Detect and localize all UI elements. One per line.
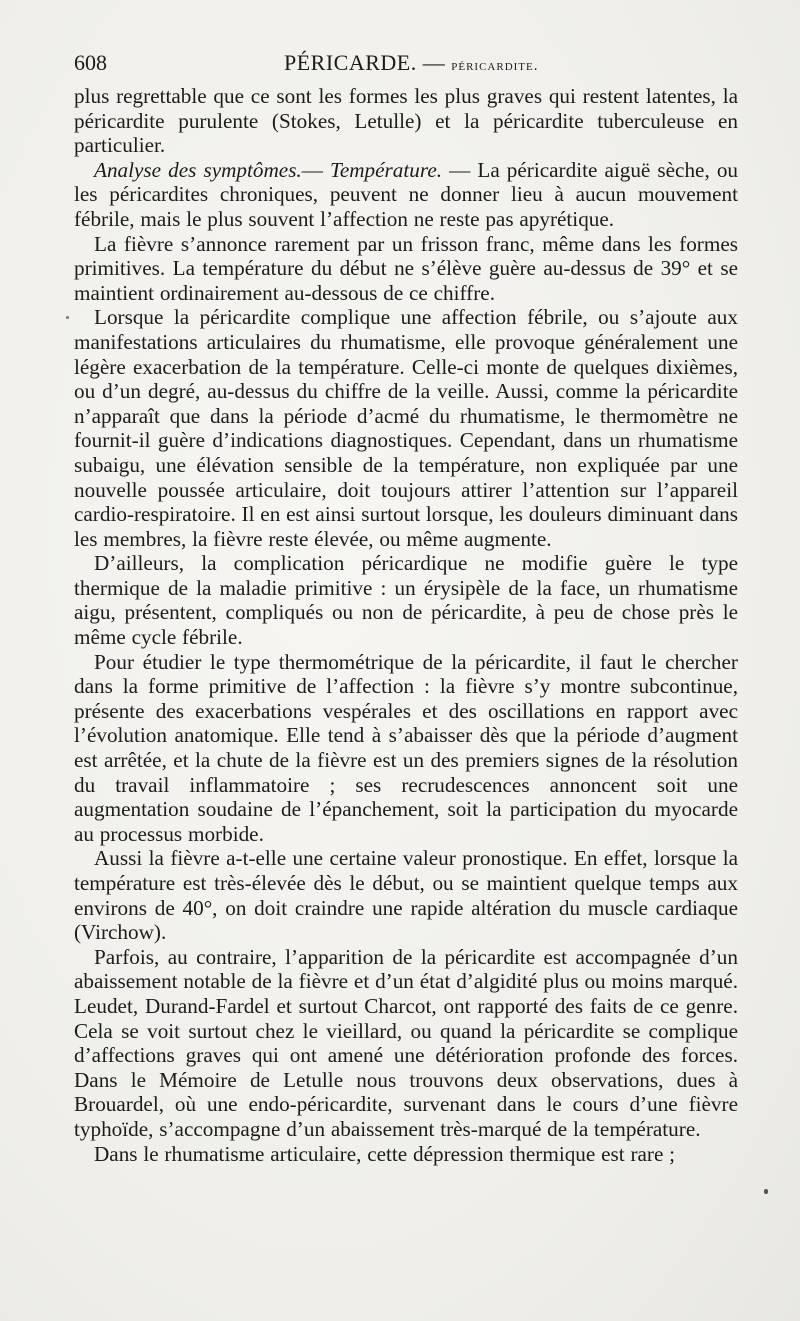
subsection-heading: Température. — [330, 157, 443, 182]
paragraph-2 — [74, 158, 738, 232]
running-title — [284, 50, 539, 76]
body-text — [74, 84, 738, 1166]
heading-dash: — — [301, 157, 323, 182]
paragraph-4: Lorsque la péricardite complique une affection fébrile, ou s’ajoute aux manifestations articulaires du rhumatisme, elle provoque généralement une légère exacerbation de la température. Celle-ci monte de quelques dixièmes, ou d’un degré, au-dessus du chiffre de la veille. Aussi, comme la péricardite n’apparaît que dans la période d’acmé du rhumatisme, le thermomètre ne fournit-il guère d’indications diagnostiques. Cependant, dans un rhumatisme subaigu, une élévation sensible de la température, non expliquée par une nouvelle poussée articulaire, doit toujours attirer l’attention sur l’appareil cardio-respiratoire. Il en est ainsi surtout lorsque, les douleurs diminuant dans les membres, la fièvre reste élevée, ou même augmente. — [74, 305, 739, 551]
paragraph-3: La fièvre s’annonce rarement par un frisson franc, même dans les formes primitives. La température du début ne s’élève guère au-dessus de 39° et se maintient ordinairement au-dessous de ce chiffre. — [74, 231, 738, 305]
paragraph-7: Aussi la fièvre a-t-elle une certaine valeur pronostique. En effet, lorsque la température est très-élevée dès le début, ou se maintient quelque temps aux environs de 40°, on doit craindre une rapide altération du muscle cardiaque (Virchow). — [74, 846, 738, 945]
section-heading: Analyse des symptômes. — [94, 157, 302, 182]
paragraph-9: Dans le rhumatisme articulaire, cette dépression thermique est rare ; — [94, 1141, 676, 1166]
paragraph-5: D’ailleurs, la complication péricardique ne modifie guère le type thermique de la maladie primitive : un érysipèle de la face, un rhumatisme aigu, présentent, compliqués ou non de péricardite, à peu de chose près le même cycle fébrile. — [74, 551, 738, 650]
running-head — [74, 50, 738, 80]
chapter-title: PÉRICARDE. — [284, 50, 417, 75]
ink-speck — [764, 1189, 768, 1194]
section-title: péricardite. — [451, 58, 539, 74]
paragraph-8: Parfois, au contraire, l’apparition de la péricardite est accompagnée d’un abaissement notable de la fièvre et d’un état d’algidité plus ou moins marqué. Leudet, Durand-Fardel et surtout Charcot, ont rapporté des faits de ce genre. Cela se voit surtout chez le vieillard, ou quand la péricardite se complique d’affections graves qui ont amené une détérioration profonde des forces. Dans le Mémoire de Letulle nous trouvons deux observations, dues à Brouardel, où une endo-péricardite, survenant dans le cours d’une fièvre typhoïde, s’accompagne d’un abaissement très-marqué de la température. — [74, 944, 738, 1141]
ink-speck — [66, 316, 69, 319]
paragraph-1: plus regrettable que ce sont les formes les plus graves qui restent latentes, la péricardite purulente (Stokes, Letulle) et la péricardite tuberculeuse en particulier. — [74, 84, 738, 158]
subheading-dash: — — [449, 157, 471, 182]
paragraph-6: Pour étudier le type thermométrique de la péricardite, il faut le chercher dans la forme primitive de l’affection : la fièvre s’y montre subcontinue, présente des exacerbations vespérales et des oscillations en rapport avec l’évolution anatomique. Elle tend à s’abaisser dès que la période d’augment est arrêtée, et la chute de la fièvre est un des premiers signes de la résolution du travail inflammatoire ; ses recrudescences annoncent soit une augmentation soudaine de l’épanchement, soit la participation du myocarde au processus morbide. — [74, 649, 738, 846]
page-number: 608 — [74, 50, 107, 75]
title-dash: — — [422, 50, 446, 75]
paragraph-2-text: La péricardite aiguë sèche, ou les péricardites chroniques, peuvent ne donner lieu à aucun mouvement fébrile, mais le plus souvent l’affection ne reste pas apyrétique. — [74, 157, 739, 231]
